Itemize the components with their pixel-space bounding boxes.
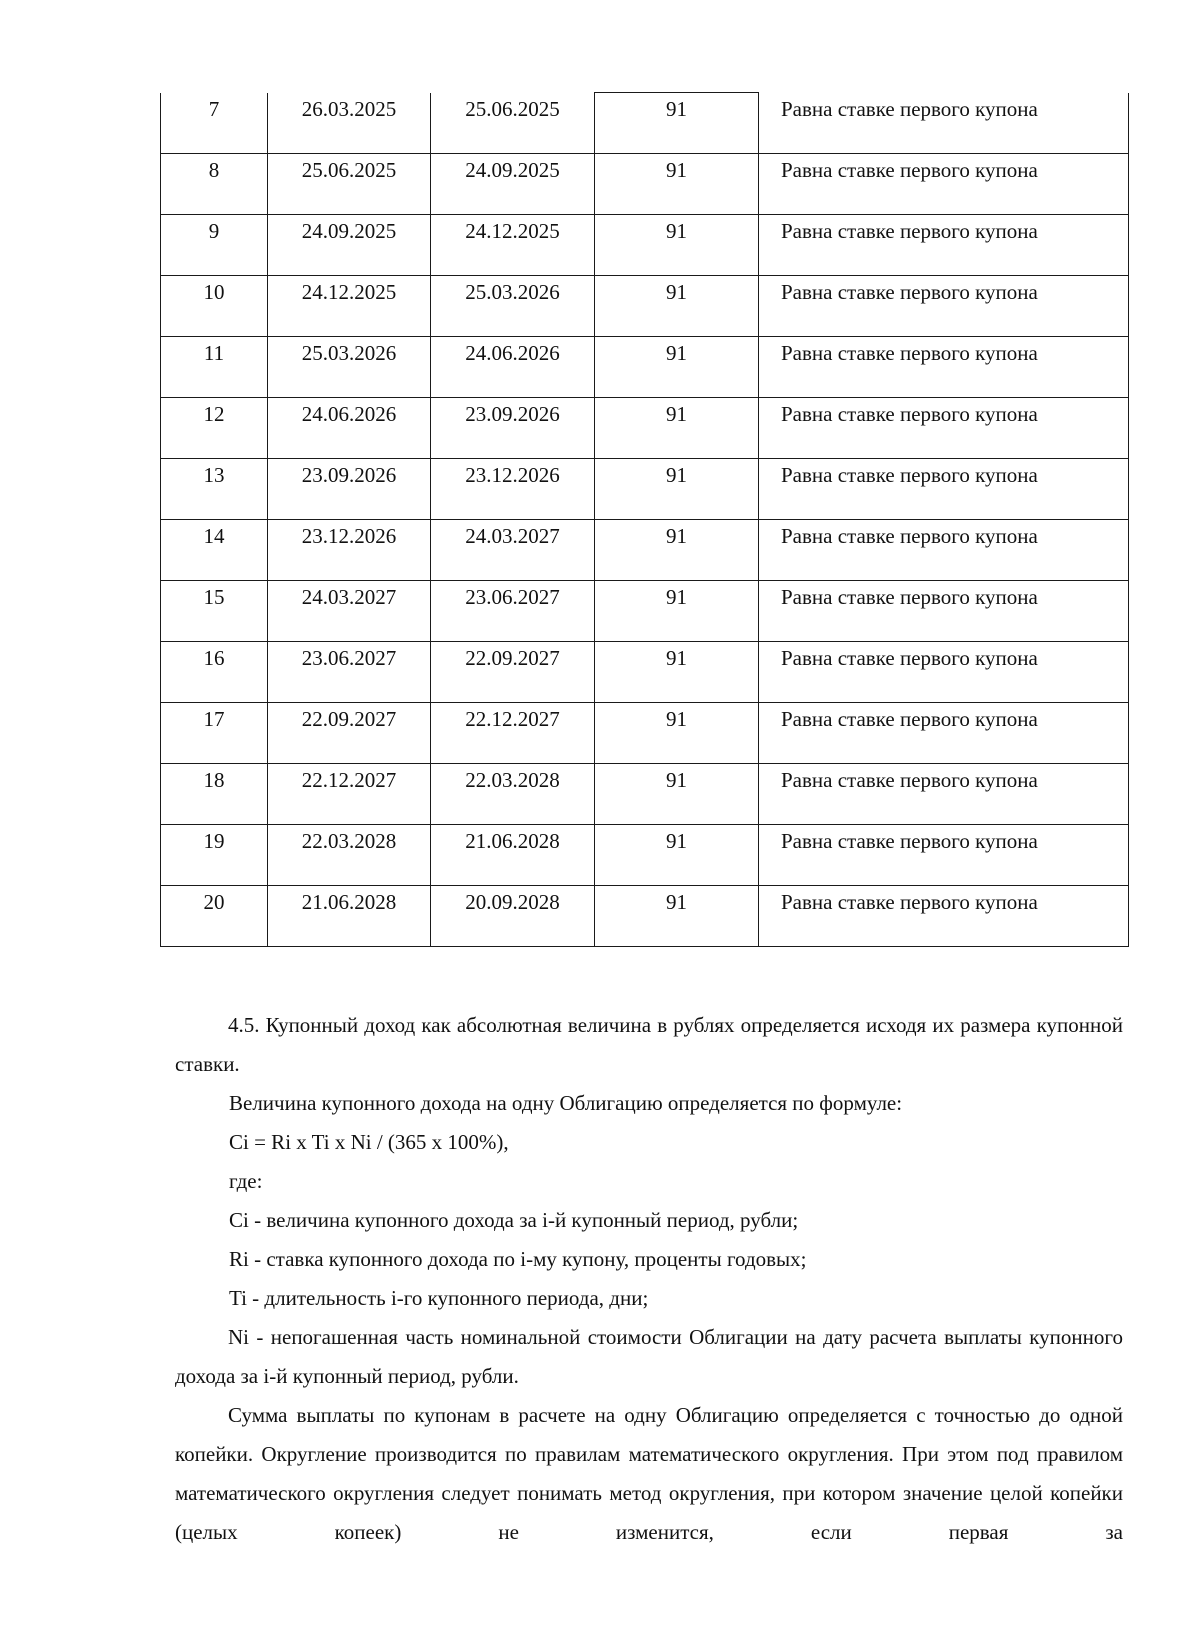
coupon-number-text: 18 (203, 768, 225, 792)
table-row (161, 459, 1129, 520)
coupon-start-date-text: 24.12.2025 (301, 280, 397, 304)
coupon-number-cell (161, 215, 268, 276)
coupon-start-date-cell (268, 276, 431, 337)
coupon-end-date-cell (431, 764, 595, 825)
coupon-start-date-cell (268, 337, 431, 398)
coupon-duration-text: 91 (666, 829, 687, 853)
table-row (161, 642, 1129, 703)
table-row (161, 825, 1129, 886)
coupon-end-date-text: 24.06.2026 (465, 341, 560, 365)
coupon-duration-cell (595, 93, 759, 154)
coupon-rate-text: Равна ставке первого купона (781, 646, 1038, 670)
coupon-rate-text: Равна ставке первого купона (781, 524, 1038, 548)
coupon-number-text: 16 (203, 646, 225, 670)
coupon-number-cell (161, 93, 268, 154)
coupon-end-date-text: 23.12.2026 (465, 463, 560, 487)
coupon-number-text: 15 (203, 585, 225, 609)
coupon-start-date-cell (268, 642, 431, 703)
coupon-number-text: 12 (203, 402, 225, 426)
coupon-end-date-text: 22.12.2027 (465, 707, 560, 731)
coupon-rate-cell (759, 93, 1129, 154)
definition-ni: Ni - непогашенная часть номинальной стоимости Облигации на дату расчета выплаты купонного дохода за i-й купонный период, рубли. (175, 1325, 1123, 1388)
coupon-duration-cell (595, 459, 759, 520)
coupon-end-date-cell (431, 886, 595, 947)
coupon-end-date-text: 24.09.2025 (465, 158, 560, 182)
coupon-start-date-text: 26.03.2025 (301, 96, 397, 121)
paragraph-rounding: Сумма выплаты по купонам в расчете на одну Облигацию определяется с точностью до одной копейки. Округление производится по правилам математического округления. При этом под правилом математического округления следует понимать метод округления, при котором значение целой копейки (целых копеек) не изменится, если первая за (175, 1403, 1123, 1544)
coupon-rate-text: Равна ставке первого купона (781, 158, 1038, 182)
coupon-schedule-table (160, 92, 1129, 947)
coupon-end-date-cell (431, 276, 595, 337)
coupon-duration-cell (595, 215, 759, 276)
coupon-duration-text: 91 (666, 463, 687, 487)
coupon-rate-text: Равна ставке первого купона (781, 402, 1038, 426)
table-row (161, 764, 1129, 825)
section-4-5-text (175, 1006, 1123, 1552)
coupon-number-text: 7 (208, 96, 220, 121)
coupon-duration-cell (595, 825, 759, 886)
coupon-start-date-cell (268, 398, 431, 459)
coupon-end-date-text: 22.09.2027 (465, 646, 560, 670)
coupon-number-cell (161, 642, 268, 703)
coupon-number-text: 17 (203, 707, 225, 731)
coupon-number-cell (161, 276, 268, 337)
coupon-duration-text: 91 (666, 341, 687, 365)
coupon-duration-text: 91 (666, 524, 687, 548)
coupon-end-date-cell (431, 703, 595, 764)
coupon-end-date-cell (431, 154, 595, 215)
table-row (161, 398, 1129, 459)
coupon-table-body (161, 93, 1129, 947)
coupon-rate-text: Равна ставке первого купона (781, 829, 1038, 853)
coupon-number-cell (161, 581, 268, 642)
coupon-number-text: 11 (203, 341, 225, 365)
coupon-start-date-text: 22.12.2027 (301, 768, 397, 792)
coupon-duration-text: 91 (666, 890, 687, 914)
where-label: где: (229, 1169, 263, 1193)
coupon-duration-text: 91 (666, 158, 687, 182)
coupon-number-text: 20 (203, 890, 225, 914)
coupon-duration-text: 91 (666, 219, 687, 243)
coupon-start-date-text: 25.06.2025 (301, 158, 397, 182)
definition-ri: Ri - ставка купонного дохода по i-му купону, проценты годовых; (229, 1247, 807, 1271)
coupon-end-date-cell (431, 93, 595, 154)
table-row (161, 337, 1129, 398)
table-row (161, 581, 1129, 642)
coupon-number-text: 14 (203, 524, 225, 548)
coupon-start-date-cell (268, 886, 431, 947)
coupon-duration-cell (595, 276, 759, 337)
coupon-end-date-text: 20.09.2028 (465, 890, 560, 914)
coupon-start-date-cell (268, 581, 431, 642)
coupon-rate-text: Равна ставке первого купона (781, 768, 1038, 792)
coupon-rate-text: Равна ставке первого купона (781, 341, 1038, 365)
coupon-end-date-cell (431, 520, 595, 581)
coupon-number-cell (161, 154, 268, 215)
coupon-end-date-text: 24.03.2027 (465, 524, 560, 548)
coupon-start-date-cell (268, 703, 431, 764)
coupon-end-date-cell (431, 642, 595, 703)
coupon-number-cell (161, 520, 268, 581)
formula: Ci = Ri x Ti x Ni / (365 x 100%), (229, 1130, 509, 1154)
table-row (161, 276, 1129, 337)
coupon-rate-text: Равна ставке первого купона (781, 96, 1038, 121)
table-row (161, 520, 1129, 581)
coupon-duration-cell (595, 764, 759, 825)
coupon-rate-cell (759, 703, 1129, 764)
coupon-duration-text: 91 (666, 97, 687, 121)
coupon-rate-cell (759, 764, 1129, 825)
coupon-start-date-text: 24.06.2026 (301, 402, 397, 426)
definition-ci: Ci - величина купонного дохода за i-й купонный период, рубли; (229, 1208, 799, 1232)
coupon-duration-cell (595, 642, 759, 703)
coupon-start-date-text: 24.09.2025 (301, 219, 397, 243)
coupon-end-date-cell (431, 337, 595, 398)
table-row (161, 886, 1129, 947)
coupon-start-date-cell (268, 93, 431, 154)
definition-ti: Ti - длительность i-го купонного периода, дни; (229, 1286, 649, 1310)
coupon-rate-cell (759, 520, 1129, 581)
coupon-duration-text: 91 (666, 280, 687, 304)
table-row (161, 215, 1129, 276)
coupon-end-date-text: 25.06.2025 (465, 96, 560, 121)
coupon-end-date-text: 21.06.2028 (465, 829, 560, 853)
coupon-rate-text: Равна ставке первого купона (781, 585, 1038, 609)
coupon-number-cell (161, 703, 268, 764)
coupon-number-text: 9 (208, 219, 220, 243)
coupon-end-date-cell (431, 825, 595, 886)
coupon-duration-text: 91 (666, 402, 687, 426)
coupon-number-cell (161, 459, 268, 520)
coupon-end-date-cell (431, 581, 595, 642)
coupon-start-date-cell (268, 764, 431, 825)
coupon-number-text: 10 (203, 280, 225, 304)
coupon-duration-cell (595, 581, 759, 642)
coupon-duration-cell (595, 886, 759, 947)
coupon-number-text: 13 (203, 463, 225, 487)
coupon-duration-text: 91 (666, 585, 687, 609)
coupon-number-cell (161, 886, 268, 947)
coupon-start-date-text: 23.09.2026 (301, 463, 397, 487)
coupon-start-date-cell (268, 215, 431, 276)
coupon-start-date-text: 24.03.2027 (301, 585, 397, 609)
coupon-number-text: 19 (203, 829, 225, 853)
table-row (161, 93, 1129, 154)
coupon-rate-cell (759, 581, 1129, 642)
coupon-start-date-cell (268, 154, 431, 215)
coupon-end-date-cell (431, 398, 595, 459)
coupon-end-date-cell (431, 215, 595, 276)
coupon-start-date-text: 22.03.2028 (301, 829, 397, 853)
coupon-duration-cell (595, 337, 759, 398)
coupon-rate-cell (759, 825, 1129, 886)
coupon-end-date-text: 22.03.2028 (465, 768, 560, 792)
coupon-rate-cell (759, 886, 1129, 947)
coupon-start-date-text: 23.06.2027 (301, 646, 397, 670)
coupon-rate-cell (759, 276, 1129, 337)
coupon-rate-cell (759, 215, 1129, 276)
coupon-start-date-text: 22.09.2027 (301, 707, 397, 731)
coupon-rate-text: Равна ставке первого купона (781, 219, 1038, 243)
coupon-end-date-text: 23.06.2027 (465, 585, 560, 609)
coupon-start-date-text: 25.03.2026 (301, 341, 397, 365)
coupon-number-text: 8 (208, 158, 220, 182)
coupon-start-date-cell (268, 459, 431, 520)
coupon-start-date-text: 23.12.2026 (301, 524, 397, 548)
coupon-end-date-cell (431, 459, 595, 520)
formula-intro: Величина купонного дохода на одну Облигацию определяется по формуле: (229, 1091, 903, 1115)
coupon-rate-cell (759, 642, 1129, 703)
table-row (161, 703, 1129, 764)
coupon-duration-cell (595, 398, 759, 459)
coupon-number-cell (161, 337, 268, 398)
table-row (161, 154, 1129, 215)
coupon-duration-cell (595, 154, 759, 215)
coupon-start-date-text: 21.06.2028 (301, 890, 397, 914)
coupon-rate-cell (759, 459, 1129, 520)
coupon-end-date-text: 25.03.2026 (465, 280, 560, 304)
coupon-duration-text: 91 (666, 646, 687, 670)
coupon-start-date-cell (268, 520, 431, 581)
coupon-start-date-cell (268, 825, 431, 886)
coupon-rate-text: Равна ставке первого купона (781, 280, 1038, 304)
coupon-rate-cell (759, 337, 1129, 398)
coupon-rate-text: Равна ставке первого купона (781, 890, 1038, 914)
coupon-end-date-text: 24.12.2025 (465, 219, 560, 243)
coupon-number-cell (161, 825, 268, 886)
coupon-duration-text: 91 (666, 768, 687, 792)
coupon-rate-cell (759, 154, 1129, 215)
coupon-rate-text: Равна ставке первого купона (781, 707, 1038, 731)
coupon-rate-cell (759, 398, 1129, 459)
coupon-number-cell (161, 398, 268, 459)
coupon-rate-text: Равна ставке первого купона (781, 463, 1038, 487)
coupon-duration-cell (595, 520, 759, 581)
coupon-end-date-text: 23.09.2026 (465, 402, 560, 426)
coupon-number-cell (161, 764, 268, 825)
paragraph-4-5: 4.5. Купонный доход как абсолютная величина в рублях определяется исходя их размера купонной ставки. (175, 1013, 1123, 1076)
coupon-duration-text: 91 (666, 707, 687, 731)
coupon-duration-cell (595, 703, 759, 764)
